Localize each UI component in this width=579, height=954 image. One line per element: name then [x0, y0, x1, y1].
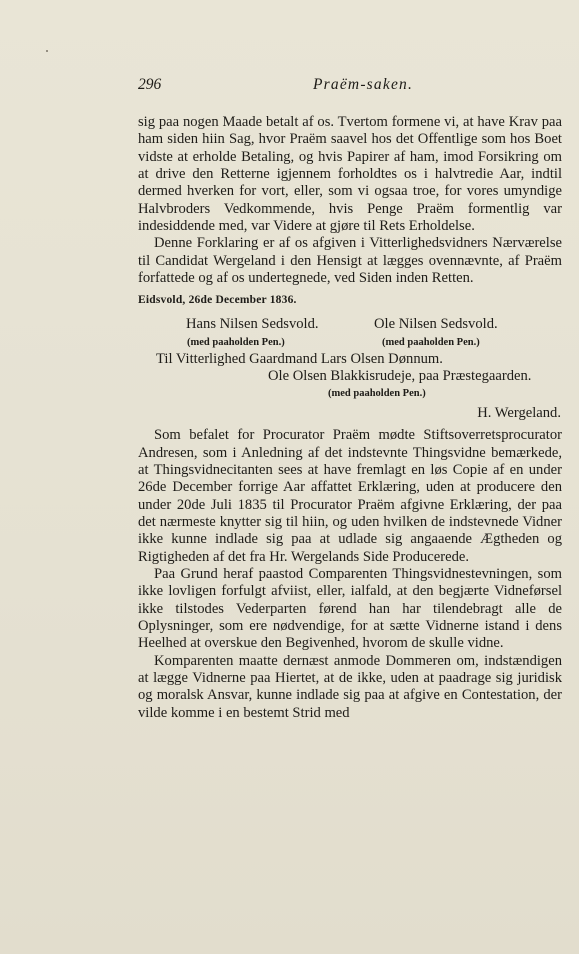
page-number: 296: [138, 76, 162, 93]
witness-line-2: Ole Olsen Blakkisrudeje, paa Præstegaarden.: [268, 368, 532, 385]
paragraph-request: Komparenten maatte dernæst anmode Dommeren om, indstændigen at lægge Vidnerne paa Hiertet, at de ikke, uden at paadrage sig juridisk og moralsk Ansvar, kunne indlade sig paa at afgive en Contestation, der vilde komme i en bestemt Strid med: [138, 652, 562, 721]
final-signature: H. Wergeland.: [477, 404, 561, 421]
witness-line-2-note: (med paaholden Pen.): [328, 388, 426, 400]
paper-speck: [46, 50, 48, 52]
signer-right-note: (med paaholden Pen.): [382, 336, 480, 348]
running-title: Praëm-saken.: [313, 76, 414, 93]
witness-line-1: Til Vitterlighed Gaardmand Lars Olsen Dønnum.: [156, 350, 443, 367]
dateline: Eidsvold, 26de December 1836.: [138, 294, 297, 307]
paragraph-claim: Paa Grund heraf paastod Comparenten Thingsvidnestevningen, som ikke lovligen forfulgt afviist, eller, ialfald, at den begjærte Vidneførsel ikke tilstodes Vederparten førend han har tilendebragt alle de Oplysninger, som ere nødvendige, for at sætte Vidnerne istand i dens Heelhed at overskue den Begivenhed, hvorom de skulle vidne.: [138, 565, 562, 652]
signer-notes-row: [138, 333, 562, 350]
body-text: [138, 114, 562, 722]
running-head: [138, 76, 566, 96]
signer-names-row: [138, 316, 562, 333]
signer-right-name: Ole Nilsen Sedsvold.: [374, 315, 498, 332]
paragraph-declaration: Denne Forklaring er af os afgiven i Vitterlighedsvidners Nærværelse til Candidat Wergeland i den Hensigt at lægges ovennævnte, af Praëm forfattede og af os undertegnede, ved Siden inden Retten.: [138, 235, 562, 287]
signer-left-name: Hans Nilsen Sedsvold.: [186, 315, 319, 332]
paragraph-continuation: sig paa nogen Maade betalt af os. Tvertom formene vi, at have Krav paa ham siden hiin Sag, hvor Praëm saavel hos det Offentlige som hos Boet vidste at erholde Betaling, og hvis Papirer af ham, imod Forsikring om at drive den Retterne igjennem forholdtes os i halvtredie Aar, indtil dermed hverken for vort, eller, som vi ogsaa troe, for vores umyndige Halvbroders Vedkommende, hvis Penge Praëm formentlig var indesiddende med, var Videre at gjøre til Rets Erholdelse.: [138, 114, 562, 235]
paragraph-procurator: Som befalet for Procurator Praëm mødte Stiftsoverretsprocurator Andresen, som i Anledning af det indstevnte Thingsvidne bemærkede, at Thingsvidnecitanten sees at have fremlagt en løs Copie af en under 26de December forrige Aar affattet Erklæring, uden at producere den under 20de Juli 1835 til Procurator Praëm afgivne Erklæring, der paa det nærmeste knytter sig til hiin, og uden hvilken de indstevnede Vidner ikke kunne indlade sig paa at udlade sig angaaende Ægtheden og Rigtigheden af det fra Hr. Wergelands Side Producerede.: [138, 427, 562, 565]
signer-left-note: (med paaholden Pen.): [187, 336, 285, 348]
